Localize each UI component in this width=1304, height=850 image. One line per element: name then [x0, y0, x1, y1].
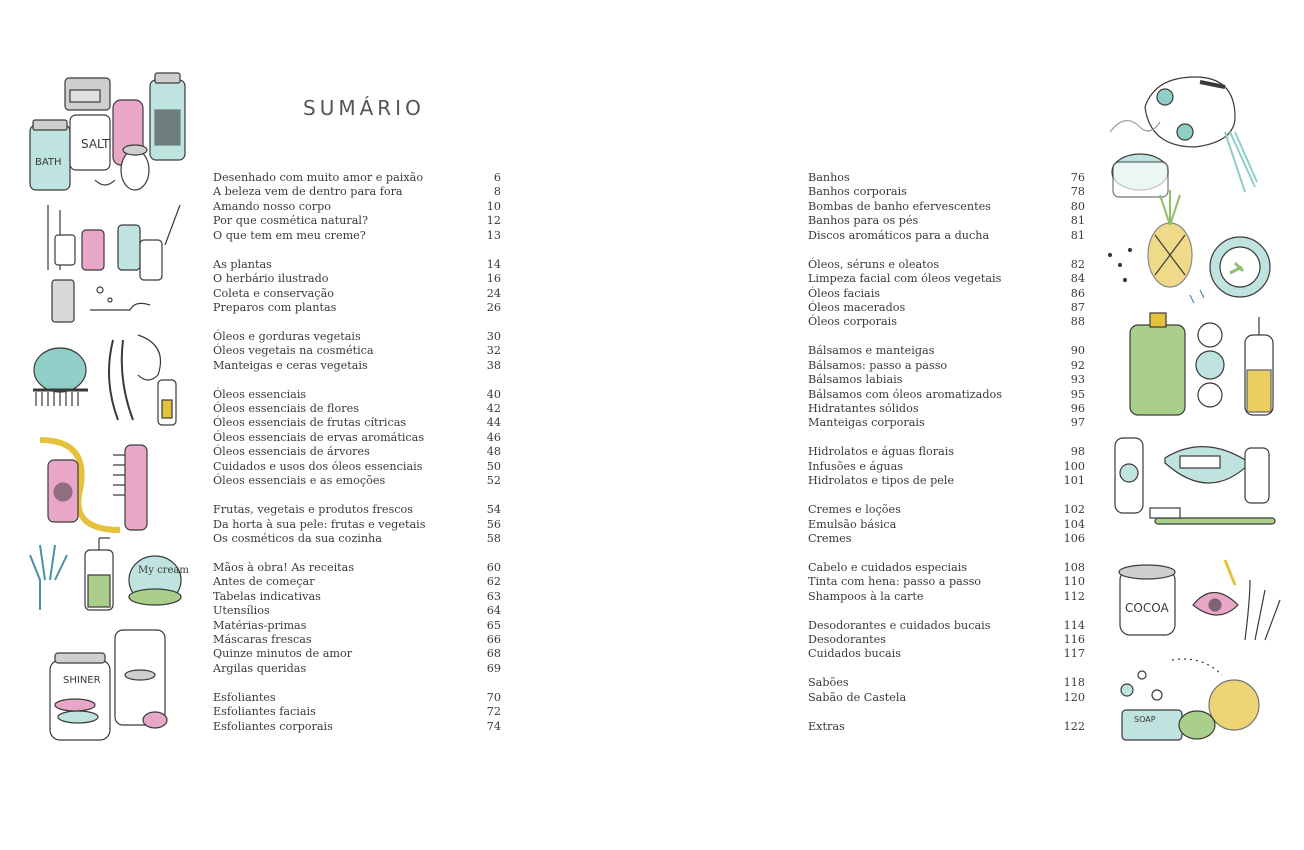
toc-entry-page: 95	[1070, 387, 1085, 401]
toc-entry-page: 98	[1070, 445, 1085, 459]
toc-entry-title: Cuidados e usos dos óleos essenciais	[213, 459, 423, 473]
toc-entry	[213, 633, 501, 647]
section-spacer	[213, 489, 501, 503]
toc-entry	[808, 258, 1085, 272]
toc-entry	[213, 460, 501, 474]
toc-entry-title: Utensílios	[213, 604, 270, 618]
toc-entry-page: 92	[1070, 358, 1085, 372]
toc-entry-page: 54	[486, 503, 501, 517]
salt-label: SALT	[81, 137, 110, 151]
toc-entry	[808, 344, 1085, 358]
toc-entry-page: 108	[1063, 560, 1085, 574]
section-spacer	[213, 373, 501, 387]
toc-entry	[213, 171, 501, 185]
toc-entry	[213, 561, 501, 575]
toc-entry-page: 101	[1063, 474, 1085, 488]
toc-entry	[808, 229, 1085, 243]
toc-entry-page: 81	[1070, 228, 1085, 242]
toc-entry-page: 74	[486, 719, 501, 733]
toc-entry	[808, 359, 1085, 373]
toc-entry	[213, 604, 501, 618]
toc-entry-title: Bálsamos e manteigas	[808, 344, 935, 358]
toc-entry	[213, 518, 501, 532]
toc-entry-page: 72	[486, 705, 501, 719]
toc-entry-page: 93	[1070, 373, 1085, 387]
soap-label: SOAP	[1134, 715, 1156, 724]
section-spacer	[213, 315, 501, 329]
pineapple-icon	[1100, 185, 1280, 305]
toc-entry	[808, 619, 1085, 633]
toc-right-column	[808, 171, 1085, 734]
toc-entry-title: Hidrolatos e águas florais	[808, 445, 955, 459]
toc-entry-page: 10	[486, 199, 501, 213]
toc-entry-title: Manteigas e ceras vegetais	[213, 358, 368, 372]
toc-entry-page: 112	[1063, 589, 1085, 603]
toc-entry	[808, 272, 1085, 286]
toc-entry-page: 81	[1070, 214, 1085, 228]
toc-entry	[808, 171, 1085, 185]
toc-entry	[808, 647, 1085, 661]
toc-entry-page: 80	[1070, 199, 1085, 213]
toc-entry-page: 117	[1063, 647, 1085, 661]
toc-entry-page: 102	[1063, 503, 1085, 517]
hand-bottle-icon	[20, 535, 190, 620]
toc-entry	[213, 720, 501, 734]
brush-icon	[28, 330, 183, 430]
toc-entry	[213, 431, 501, 445]
toc-entry-title: Esfoliantes corporais	[213, 719, 333, 733]
toc-entry-page: 38	[486, 358, 501, 372]
section-spacer	[808, 489, 1085, 503]
bath-label: BATH	[35, 157, 62, 168]
toc-entry-title: Infusões e águas	[808, 459, 903, 473]
toc-entry-title: Tinta com hena: passo a passo	[808, 575, 982, 589]
toc-entry-title: Óleos essenciais de flores	[213, 402, 359, 415]
toc-entry-title: Banhos para os pés	[808, 214, 919, 228]
toc-entry-page: 8	[493, 185, 501, 199]
toc-entry-page: 76	[1070, 171, 1085, 184]
toc-entry	[808, 503, 1085, 517]
toc-entry	[808, 720, 1085, 734]
toc-entry	[808, 633, 1085, 647]
toc-entry-page: 68	[486, 647, 501, 661]
toc-entry-page: 120	[1063, 690, 1085, 704]
toc-entry-title: Shampoos à la carte	[808, 589, 924, 603]
toc-entry-title: Os cosméticos da sua cozinha	[213, 531, 382, 545]
toc-entry-title: Cuidados bucais	[808, 647, 901, 661]
bottles-icon	[1125, 310, 1285, 420]
mouth-toothbrush-icon	[1110, 428, 1280, 533]
toc-entry-title: Mãos à obra! As receitas	[213, 560, 355, 574]
toc-entry	[213, 258, 501, 272]
toc-entry	[808, 402, 1085, 416]
toc-entry-title: Tabelas indicativas	[213, 589, 321, 603]
toc-left-column	[213, 171, 501, 734]
shiner-label: SHINER	[63, 675, 101, 686]
section-spacer	[808, 705, 1085, 719]
toc-entry-title: Desodorantes e cuidados bucais	[808, 618, 991, 632]
toc-entry	[213, 301, 501, 315]
my-cream-label: My cream	[138, 565, 189, 576]
toc-entry-page: 65	[486, 618, 501, 632]
toc-entry-page: 52	[486, 474, 501, 488]
toc-entry	[213, 200, 501, 214]
toc-entry-title: Bálsamos: passo a passo	[808, 358, 948, 372]
toc-entry-page: 64	[486, 604, 501, 618]
toc-entry-title: Óleos corporais	[808, 315, 897, 329]
toc-entry	[213, 445, 501, 459]
toc-entry-title: Óleos essenciais de árvores	[213, 445, 370, 459]
cocoa-eye-icon	[1115, 540, 1290, 650]
toc-entry-title: Banhos	[808, 171, 850, 184]
toc-entry	[808, 388, 1085, 402]
toc-entry	[808, 200, 1085, 214]
toc-entry-page: 48	[486, 445, 501, 459]
toc-entry-page: 60	[486, 560, 501, 574]
toc-entry-title: Banhos corporais	[808, 185, 907, 199]
toc-entry-page: 63	[486, 589, 501, 603]
toc-entry	[213, 647, 501, 661]
toc-entry-page: 78	[1070, 185, 1085, 199]
toc-entry-title: A beleza vem de dentro para fora	[213, 185, 403, 199]
toc-entry-page: 122	[1063, 719, 1085, 733]
toc-entry-page: 56	[486, 517, 501, 531]
section-spacer	[808, 546, 1085, 560]
toc-entry-page: 86	[1070, 286, 1085, 300]
toc-entry-title: Cremes e loções	[808, 503, 901, 517]
droppers-icon	[40, 200, 190, 330]
toc-entry-title: Bálsamos com óleos aromatizados	[808, 387, 1002, 401]
toc-entry-title: Antes de começar	[213, 575, 315, 589]
toc-entry	[808, 214, 1085, 228]
toc-entry	[213, 330, 501, 344]
toc-entry	[213, 359, 501, 373]
toc-entry	[808, 474, 1085, 488]
toc-entry-page: 62	[486, 575, 501, 589]
toc-entry-page: 50	[486, 459, 501, 473]
toc-entry-title: Óleos essenciais de frutas cítricas	[213, 416, 407, 430]
section-spacer	[213, 546, 501, 560]
toc-entry-page: 13	[486, 228, 501, 242]
toc-entry	[213, 416, 501, 430]
toc-entry-title: Hidrolatos e tipos de pele	[808, 474, 955, 488]
toc-entry	[213, 214, 501, 228]
toc-entry	[808, 445, 1085, 459]
toc-entry-page: 16	[486, 272, 501, 286]
toc-entry	[808, 518, 1085, 532]
toc-entry-page: 32	[486, 344, 501, 358]
toc-entry-page: 26	[486, 300, 501, 314]
toc-entry-title: Óleos essenciais	[213, 387, 307, 401]
toc-entry-page: 87	[1070, 300, 1085, 314]
toc-entry-title: Óleos essenciais e as emoções	[213, 474, 386, 488]
toc-entry-title: O que tem em meu creme?	[213, 228, 366, 242]
toc-entry-title: O herbário ilustrado	[213, 272, 329, 286]
toc-entry-title: Sabão de Castela	[808, 690, 907, 704]
toc-entry	[213, 388, 501, 402]
toc-entry-title: As plantas	[213, 257, 272, 271]
toc-entry-title: Quinze minutos de amor	[213, 647, 353, 661]
toc-entry-page: 58	[486, 531, 501, 545]
toc-entry	[213, 691, 501, 705]
soap-jars-icon	[30, 625, 175, 745]
toc-entry-title: Cremes	[808, 531, 852, 545]
toc-entry-page: 82	[1070, 257, 1085, 271]
toc-entry	[213, 272, 501, 286]
jars-icon	[25, 70, 190, 200]
toc-entry	[213, 185, 501, 199]
toc-entry-title: Bombas de banho efervescentes	[808, 199, 991, 213]
toc-entry-page: 14	[486, 257, 501, 271]
toc-entry	[808, 575, 1085, 589]
toc-entry	[808, 561, 1085, 575]
toc-entry-title: Óleos vegetais na cosmética	[213, 344, 374, 358]
toc-entry-page: 106	[1063, 531, 1085, 545]
toc-entry-title: Limpeza facial com óleos vegetais	[808, 272, 1002, 286]
toc-entry	[213, 619, 501, 633]
toc-entry-title: Discos aromáticos para a ducha	[808, 228, 990, 242]
toc-entry-page: 24	[486, 286, 501, 300]
toc-entry-title: Bálsamos labiais	[808, 373, 903, 387]
toc-entry-title: Por que cosmética natural?	[213, 214, 368, 228]
toc-entry-page: 114	[1063, 618, 1085, 632]
toc-entry-page: 96	[1070, 402, 1085, 415]
toc-entry	[213, 590, 501, 604]
toc-entry-title: Frutas, vegetais e produtos frescos	[213, 503, 414, 517]
page-title: SUMÁRIO	[303, 96, 425, 120]
toc-entry	[808, 185, 1085, 199]
toc-entry	[213, 503, 501, 517]
toc-entry-title: Sabões	[808, 676, 849, 690]
toc-entry-page: 84	[1070, 272, 1085, 286]
section-spacer	[808, 243, 1085, 257]
toc-entry	[808, 676, 1085, 690]
toc-entry	[808, 287, 1085, 301]
toc-entry-page: 30	[486, 329, 501, 343]
section-spacer	[808, 330, 1085, 344]
toc-entry	[808, 460, 1085, 474]
toc-entry-title: Coleta e conservação	[213, 286, 334, 300]
toc-entry	[213, 532, 501, 546]
toc-entry	[808, 373, 1085, 387]
toc-entry-title: Amando nosso corpo	[213, 199, 331, 213]
toc-entry-title: Preparos com plantas	[213, 300, 337, 314]
toc-entry-page: 66	[486, 633, 501, 646]
toc-entry-title: Máscaras frescas	[213, 633, 312, 646]
toc-entry-title: Óleos e gorduras vegetais	[213, 329, 361, 343]
toc-entry	[213, 229, 501, 243]
toc-entry-title: Matérias-primas	[213, 618, 307, 632]
toc-entry-page: 42	[486, 402, 501, 415]
toc-entry	[213, 575, 501, 589]
cocoa-label: COCOA	[1125, 601, 1169, 615]
toc-entry-title: Óleos faciais	[808, 286, 881, 300]
toc-entry-title: Extras	[808, 719, 845, 733]
toc-entry-title: Esfoliantes	[213, 690, 276, 704]
toc-entry-page: 118	[1063, 676, 1085, 690]
toc-entry-page: 97	[1070, 416, 1085, 430]
toc-entry-page: 44	[486, 416, 501, 430]
toc-entry-page: 90	[1070, 344, 1085, 358]
toc-entry	[808, 532, 1085, 546]
toc-entry-page: 6	[493, 171, 501, 184]
section-spacer	[808, 604, 1085, 618]
section-spacer	[808, 662, 1085, 676]
section-spacer	[213, 243, 501, 257]
toc-entry	[213, 287, 501, 301]
toc-entry-page: 100	[1063, 459, 1085, 473]
toc-entry-page: 40	[486, 387, 501, 401]
section-spacer	[808, 431, 1085, 445]
toc-entry	[808, 315, 1085, 329]
toc-entry	[213, 662, 501, 676]
toc-entry	[808, 416, 1085, 430]
toc-entry-title: Da horta à sua pele: frutas e vegetais	[213, 517, 426, 531]
toc-entry-page: 12	[486, 214, 501, 228]
toc-entry-title: Cabelo e cuidados especiais	[808, 560, 968, 574]
soap-bubbles-icon	[1112, 650, 1262, 755]
toc-entry-title: Esfoliantes faciais	[213, 705, 316, 719]
toc-entry-title: Desodorantes	[808, 633, 887, 646]
toc-entry-page: 110	[1063, 575, 1085, 589]
toc-entry-page: 88	[1070, 315, 1085, 329]
toc-entry	[213, 474, 501, 488]
toc-entry	[213, 344, 501, 358]
toc-entry	[213, 705, 501, 719]
toc-entry-title: Óleos macerados	[808, 300, 906, 314]
toc-entry-title: Emulsão básica	[808, 517, 897, 531]
toc-entry-title: Hidratantes sólidos	[808, 402, 919, 415]
toc-entry-title: Desenhado com muito amor e paixão	[213, 171, 424, 184]
toc-entry-title: Manteigas corporais	[808, 416, 925, 430]
toc-entry	[808, 590, 1085, 604]
section-spacer	[213, 676, 501, 690]
kettle-icon	[1105, 72, 1265, 202]
toc-entry-page: 116	[1063, 633, 1085, 646]
toc-entry-title: Argilas queridas	[213, 661, 307, 675]
toc-entry	[808, 301, 1085, 315]
toc-entry-page: 69	[486, 661, 501, 675]
toc-entry	[213, 402, 501, 416]
toc-entry-title: Óleos essenciais de ervas aromáticas	[213, 430, 425, 444]
toc-entry	[808, 691, 1085, 705]
toc-entry-title: Óleos, séruns e oleatos	[808, 257, 940, 271]
toc-entry-page: 104	[1063, 517, 1085, 531]
hair-comb-icon	[30, 430, 160, 535]
toc-entry-page: 46	[486, 430, 501, 444]
toc-entry-page: 70	[486, 690, 501, 704]
